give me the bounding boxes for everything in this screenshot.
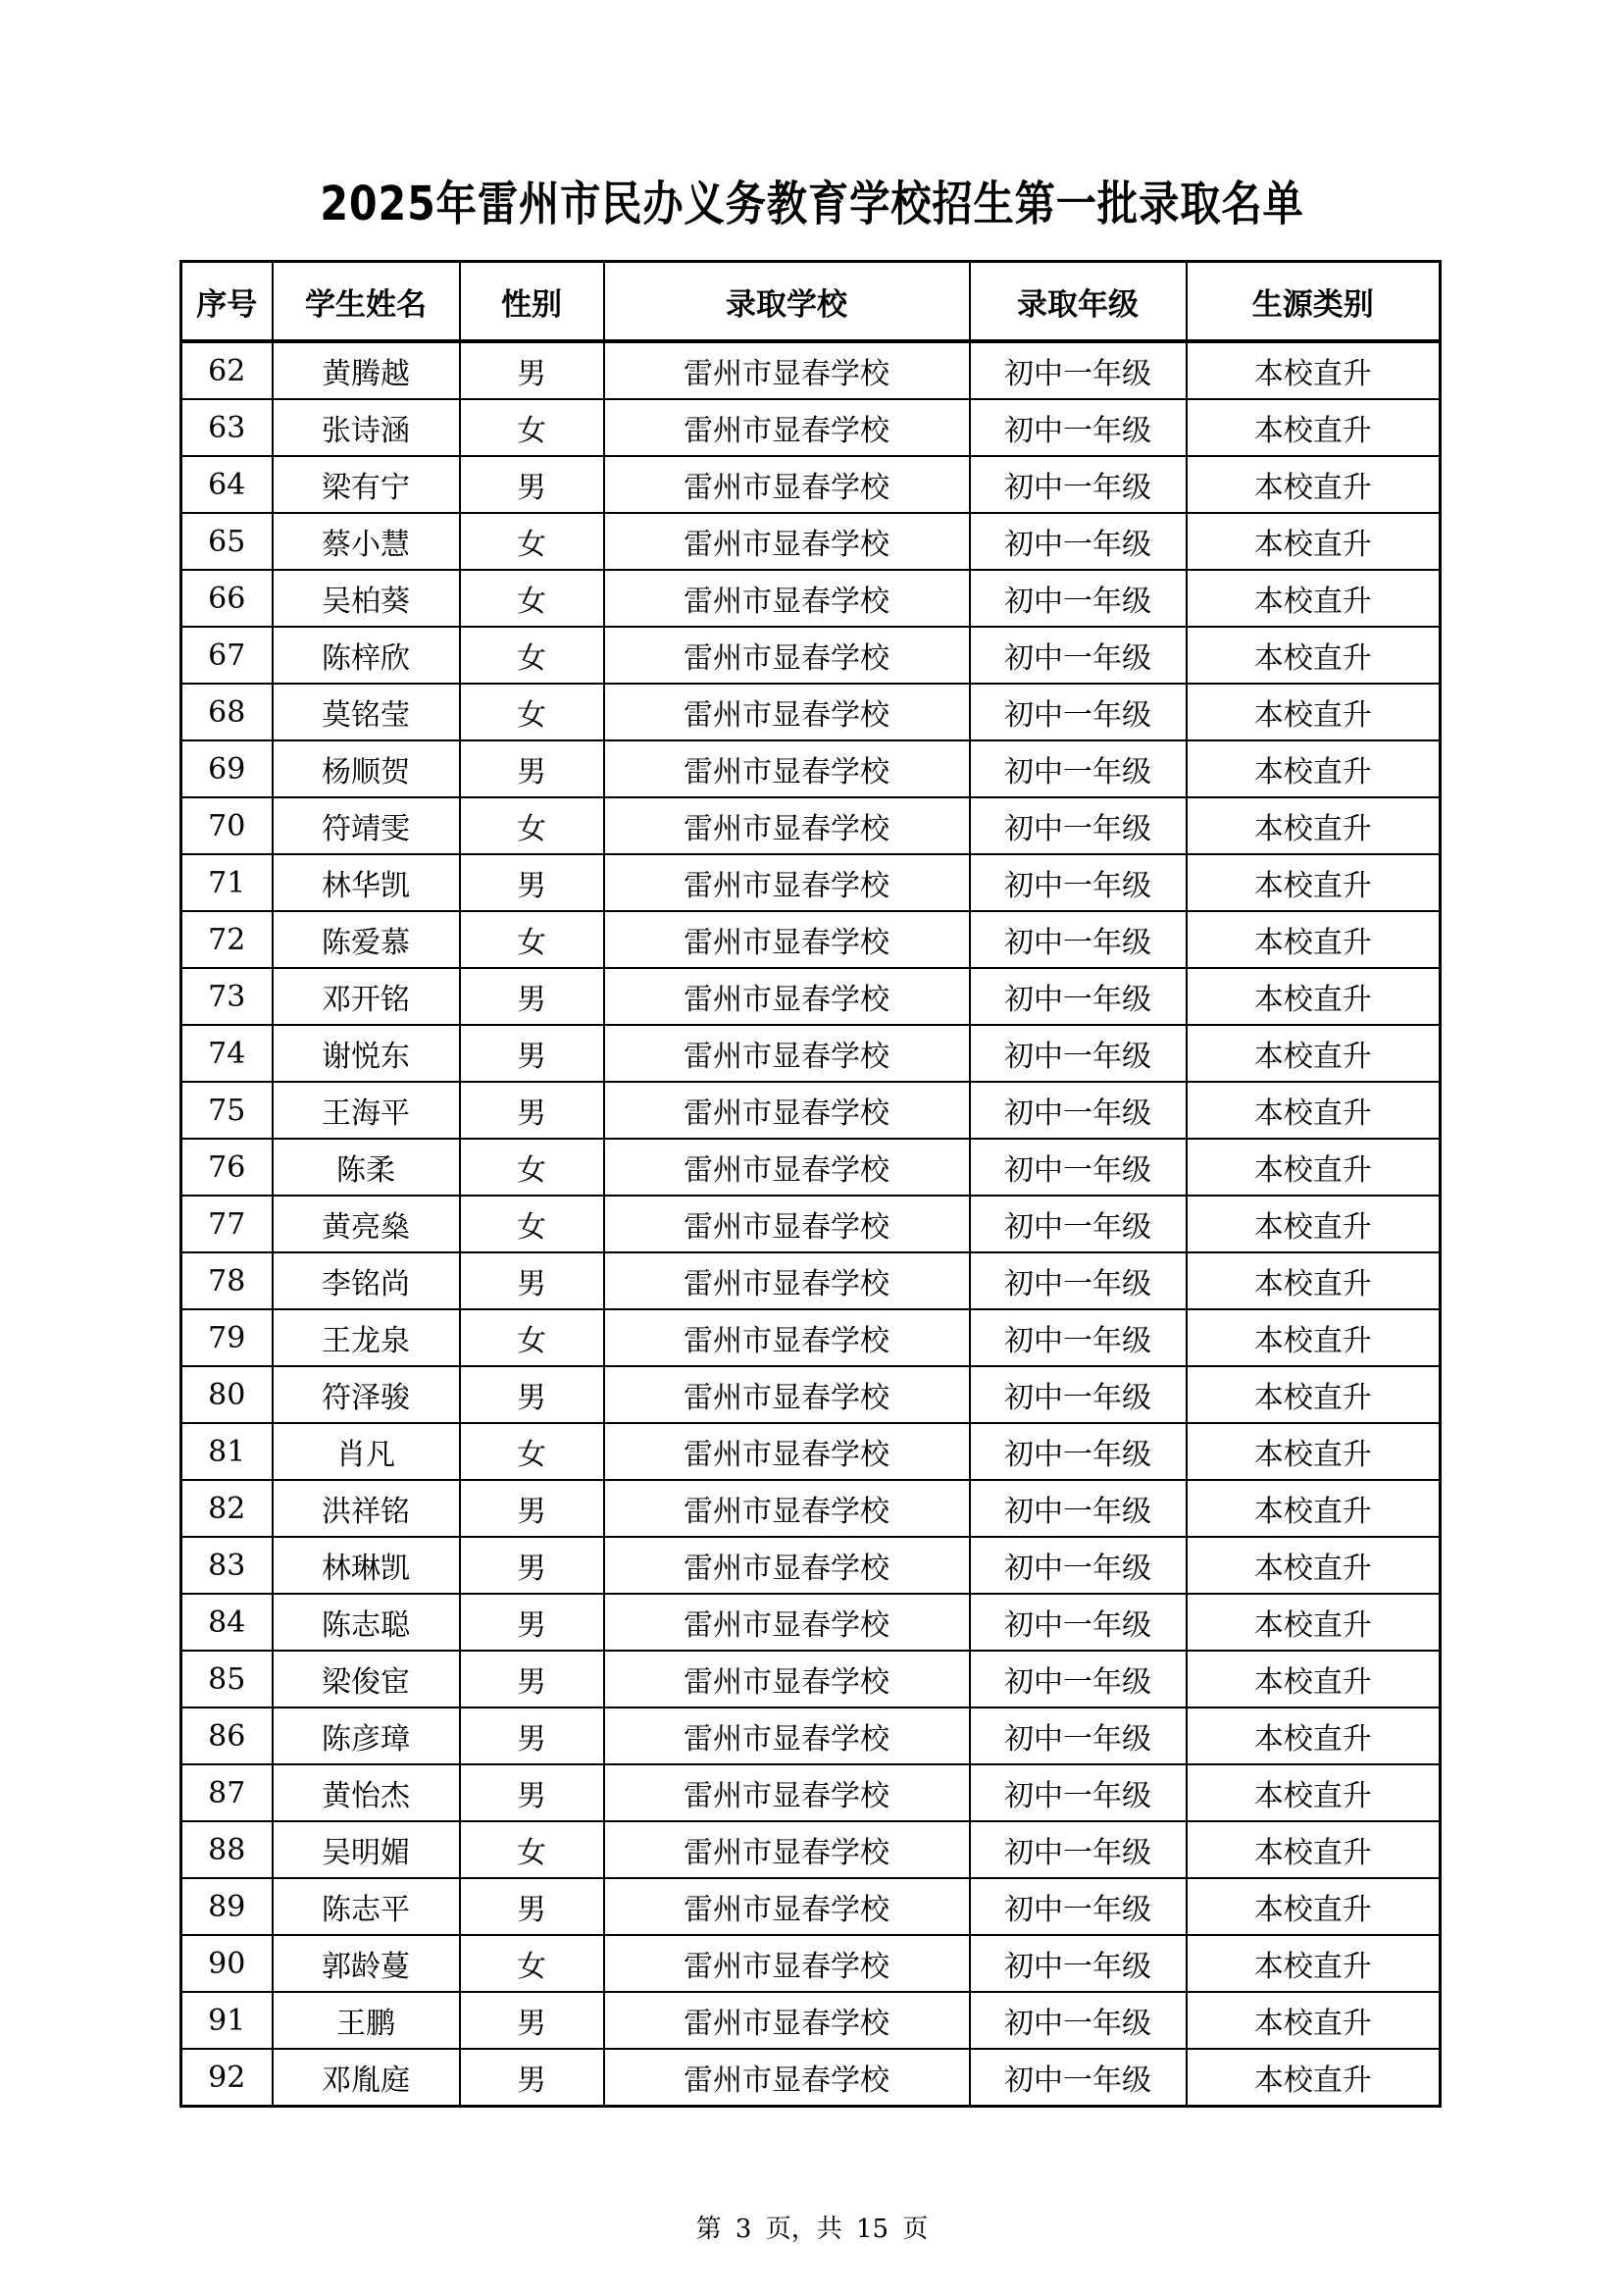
table-body xyxy=(181,341,1441,2107)
cell-source-category: 本校直升 xyxy=(1187,570,1441,627)
table-header-row xyxy=(181,262,1441,342)
cell-index: 84 xyxy=(181,1594,273,1651)
cell-gender: 女 xyxy=(460,911,604,968)
cell-gender: 女 xyxy=(460,627,604,684)
cell-index: 79 xyxy=(181,1309,273,1366)
cell-admitted-grade: 初中一年级 xyxy=(970,911,1187,968)
table-row xyxy=(181,740,1441,797)
cell-admitted-school: 雷州市显春学校 xyxy=(604,341,970,399)
cell-student-name: 陈志聪 xyxy=(273,1594,460,1651)
cell-index: 88 xyxy=(181,1821,273,1878)
cell-source-category: 本校直升 xyxy=(1187,1992,1441,2049)
cell-admitted-grade: 初中一年级 xyxy=(970,797,1187,854)
cell-admitted-grade: 初中一年级 xyxy=(970,456,1187,513)
cell-admitted-grade: 初中一年级 xyxy=(970,1196,1187,1252)
cell-student-name: 邓开铭 xyxy=(273,968,460,1025)
cell-student-name: 杨顺贺 xyxy=(273,740,460,797)
cell-source-category: 本校直升 xyxy=(1187,399,1441,456)
cell-index: 77 xyxy=(181,1196,273,1252)
cell-student-name: 王海平 xyxy=(273,1082,460,1139)
cell-source-category: 本校直升 xyxy=(1187,1423,1441,1480)
cell-gender: 女 xyxy=(460,1935,604,1992)
cell-student-name: 陈志平 xyxy=(273,1878,460,1935)
cell-index: 63 xyxy=(181,399,273,456)
cell-admitted-grade: 初中一年级 xyxy=(970,513,1187,570)
cell-index: 82 xyxy=(181,1480,273,1537)
table-row xyxy=(181,1082,1441,1139)
cell-index: 80 xyxy=(181,1366,273,1423)
cell-admitted-school: 雷州市显春学校 xyxy=(604,513,970,570)
cell-admitted-school: 雷州市显春学校 xyxy=(604,1935,970,1992)
document-title: 2025年雷州市民办义务教育学校招生第一批录取名单 xyxy=(320,177,1304,231)
cell-student-name: 吴柏葵 xyxy=(273,570,460,627)
cell-index: 64 xyxy=(181,456,273,513)
cell-source-category: 本校直升 xyxy=(1187,1764,1441,1821)
cell-index: 91 xyxy=(181,1992,273,2049)
cell-index: 62 xyxy=(181,341,273,399)
cell-admitted-school: 雷州市显春学校 xyxy=(604,684,970,740)
cell-gender: 女 xyxy=(460,399,604,456)
cell-source-category: 本校直升 xyxy=(1187,684,1441,740)
cell-source-category: 本校直升 xyxy=(1187,1480,1441,1537)
cell-admitted-grade: 初中一年级 xyxy=(970,1878,1187,1935)
cell-index: 85 xyxy=(181,1651,273,1707)
table-row xyxy=(181,2049,1441,2107)
cell-admitted-grade: 初中一年级 xyxy=(970,1764,1187,1821)
cell-index: 65 xyxy=(181,513,273,570)
cell-source-category: 本校直升 xyxy=(1187,797,1441,854)
cell-index: 76 xyxy=(181,1139,273,1196)
cell-gender: 女 xyxy=(460,1309,604,1366)
cell-gender: 男 xyxy=(460,1878,604,1935)
page-footer: 第 3 页，共 15 页 xyxy=(695,2215,929,2244)
cell-index: 73 xyxy=(181,968,273,1025)
cell-source-category: 本校直升 xyxy=(1187,1025,1441,1082)
cell-student-name: 郭龄蔓 xyxy=(273,1935,460,1992)
cell-index: 86 xyxy=(181,1707,273,1764)
cell-index: 83 xyxy=(181,1537,273,1594)
cell-student-name: 莫铭莹 xyxy=(273,684,460,740)
cell-gender: 男 xyxy=(460,2049,604,2107)
column-header-student-name: 学生姓名 xyxy=(273,262,460,342)
cell-gender: 男 xyxy=(460,1992,604,2049)
cell-source-category: 本校直升 xyxy=(1187,1594,1441,1651)
table-row xyxy=(181,1480,1441,1537)
cell-admitted-grade: 初中一年级 xyxy=(970,968,1187,1025)
cell-admitted-school: 雷州市显春学校 xyxy=(604,1309,970,1366)
cell-index: 90 xyxy=(181,1935,273,1992)
cell-admitted-school: 雷州市显春学校 xyxy=(604,968,970,1025)
cell-gender: 女 xyxy=(460,1196,604,1252)
cell-student-name: 蔡小慧 xyxy=(273,513,460,570)
table-row xyxy=(181,513,1441,570)
cell-admitted-grade: 初中一年级 xyxy=(970,1537,1187,1594)
cell-gender: 女 xyxy=(460,570,604,627)
table-row xyxy=(181,1139,1441,1196)
cell-admitted-school: 雷州市显春学校 xyxy=(604,1764,970,1821)
cell-source-category: 本校直升 xyxy=(1187,740,1441,797)
cell-student-name: 洪祥铭 xyxy=(273,1480,460,1537)
cell-source-category: 本校直升 xyxy=(1187,627,1441,684)
cell-admitted-grade: 初中一年级 xyxy=(970,1082,1187,1139)
cell-index: 81 xyxy=(181,1423,273,1480)
cell-admitted-grade: 初中一年级 xyxy=(970,854,1187,911)
table-row xyxy=(181,968,1441,1025)
cell-gender: 男 xyxy=(460,740,604,797)
cell-student-name: 陈彦璋 xyxy=(273,1707,460,1764)
table-row xyxy=(181,1821,1441,1878)
cell-admitted-school: 雷州市显春学校 xyxy=(604,1366,970,1423)
cell-student-name: 黄腾越 xyxy=(273,341,460,399)
cell-source-category: 本校直升 xyxy=(1187,2049,1441,2107)
table-row xyxy=(181,1651,1441,1707)
cell-admitted-grade: 初中一年级 xyxy=(970,341,1187,399)
cell-student-name: 梁俊宦 xyxy=(273,1651,460,1707)
table-row xyxy=(181,1196,1441,1252)
table-row xyxy=(181,627,1441,684)
table-row xyxy=(181,1025,1441,1082)
cell-admitted-grade: 初中一年级 xyxy=(970,1252,1187,1309)
cell-index: 74 xyxy=(181,1025,273,1082)
cell-admitted-school: 雷州市显春学校 xyxy=(604,1707,970,1764)
cell-student-name: 符靖雯 xyxy=(273,797,460,854)
cell-source-category: 本校直升 xyxy=(1187,1878,1441,1935)
cell-admitted-grade: 初中一年级 xyxy=(970,1309,1187,1366)
cell-source-category: 本校直升 xyxy=(1187,911,1441,968)
cell-gender: 男 xyxy=(460,1366,604,1423)
cell-source-category: 本校直升 xyxy=(1187,968,1441,1025)
table-row xyxy=(181,911,1441,968)
table-row xyxy=(181,1764,1441,1821)
cell-student-name: 李铭尚 xyxy=(273,1252,460,1309)
cell-student-name: 陈爱慕 xyxy=(273,911,460,968)
cell-gender: 男 xyxy=(460,341,604,399)
cell-admitted-school: 雷州市显春学校 xyxy=(604,1480,970,1537)
cell-student-name: 王龙泉 xyxy=(273,1309,460,1366)
cell-source-category: 本校直升 xyxy=(1187,456,1441,513)
cell-gender: 男 xyxy=(460,1480,604,1537)
cell-gender: 男 xyxy=(460,1252,604,1309)
table-row xyxy=(181,1992,1441,2049)
column-header-source-category: 生源类别 xyxy=(1187,262,1441,342)
cell-student-name: 陈梓欣 xyxy=(273,627,460,684)
cell-admitted-grade: 初中一年级 xyxy=(970,399,1187,456)
cell-gender: 男 xyxy=(460,1594,604,1651)
table-row xyxy=(181,797,1441,854)
cell-admitted-school: 雷州市显春学校 xyxy=(604,1821,970,1878)
table-row xyxy=(181,854,1441,911)
cell-gender: 男 xyxy=(460,1082,604,1139)
cell-student-name: 张诗涵 xyxy=(273,399,460,456)
cell-gender: 男 xyxy=(460,1025,604,1082)
cell-admitted-school: 雷州市显春学校 xyxy=(604,456,970,513)
cell-admitted-school: 雷州市显春学校 xyxy=(604,1594,970,1651)
cell-source-category: 本校直升 xyxy=(1187,1309,1441,1366)
cell-admitted-school: 雷州市显春学校 xyxy=(604,570,970,627)
table-row xyxy=(181,1594,1441,1651)
cell-source-category: 本校直升 xyxy=(1187,1082,1441,1139)
cell-admitted-school: 雷州市显春学校 xyxy=(604,740,970,797)
cell-admitted-school: 雷州市显春学校 xyxy=(604,1651,970,1707)
cell-student-name: 黄亮燊 xyxy=(273,1196,460,1252)
cell-index: 67 xyxy=(181,627,273,684)
cell-admitted-grade: 初中一年级 xyxy=(970,1139,1187,1196)
cell-gender: 女 xyxy=(460,1423,604,1480)
cell-gender: 女 xyxy=(460,684,604,740)
cell-student-name: 肖凡 xyxy=(273,1423,460,1480)
cell-source-category: 本校直升 xyxy=(1187,1935,1441,1992)
cell-admitted-school: 雷州市显春学校 xyxy=(604,2049,970,2107)
cell-index: 66 xyxy=(181,570,273,627)
cell-student-name: 梁有宁 xyxy=(273,456,460,513)
column-header-admitted-school: 录取学校 xyxy=(604,262,970,342)
cell-admitted-school: 雷州市显春学校 xyxy=(604,1139,970,1196)
table-row xyxy=(181,1537,1441,1594)
cell-admitted-grade: 初中一年级 xyxy=(970,1707,1187,1764)
cell-index: 72 xyxy=(181,911,273,968)
column-header-admitted-grade: 录取年级 xyxy=(970,262,1187,342)
cell-gender: 男 xyxy=(460,1651,604,1707)
cell-admitted-grade: 初中一年级 xyxy=(970,570,1187,627)
cell-source-category: 本校直升 xyxy=(1187,1196,1441,1252)
cell-student-name: 王鹏 xyxy=(273,1992,460,2049)
cell-source-category: 本校直升 xyxy=(1187,1366,1441,1423)
cell-admitted-grade: 初中一年级 xyxy=(970,1821,1187,1878)
cell-index: 75 xyxy=(181,1082,273,1139)
cell-admitted-grade: 初中一年级 xyxy=(970,1594,1187,1651)
cell-admitted-grade: 初中一年级 xyxy=(970,1992,1187,2049)
table-row xyxy=(181,1366,1441,1423)
cell-student-name: 吴明媚 xyxy=(273,1821,460,1878)
cell-gender: 女 xyxy=(460,1139,604,1196)
cell-student-name: 邓胤庭 xyxy=(273,2049,460,2107)
cell-student-name: 谢悦东 xyxy=(273,1025,460,1082)
column-header-index: 序号 xyxy=(181,262,273,342)
cell-source-category: 本校直升 xyxy=(1187,1707,1441,1764)
cell-student-name: 陈柔 xyxy=(273,1139,460,1196)
cell-admitted-grade: 初中一年级 xyxy=(970,740,1187,797)
table-row xyxy=(181,399,1441,456)
table-row xyxy=(181,1935,1441,1992)
cell-gender: 女 xyxy=(460,1821,604,1878)
cell-admitted-school: 雷州市显春学校 xyxy=(604,1082,970,1139)
column-header-gender: 性别 xyxy=(460,262,604,342)
table-row xyxy=(181,456,1441,513)
cell-admitted-school: 雷州市显春学校 xyxy=(604,1025,970,1082)
cell-gender: 男 xyxy=(460,854,604,911)
cell-index: 89 xyxy=(181,1878,273,1935)
cell-admitted-grade: 初中一年级 xyxy=(970,1025,1187,1082)
cell-admitted-grade: 初中一年级 xyxy=(970,2049,1187,2107)
cell-gender: 女 xyxy=(460,797,604,854)
cell-admitted-grade: 初中一年级 xyxy=(970,684,1187,740)
cell-admitted-school: 雷州市显春学校 xyxy=(604,1196,970,1252)
cell-index: 92 xyxy=(181,2049,273,2107)
table-row xyxy=(181,1309,1441,1366)
table-row xyxy=(181,1252,1441,1309)
table-row xyxy=(181,570,1441,627)
cell-index: 68 xyxy=(181,684,273,740)
cell-admitted-school: 雷州市显春学校 xyxy=(604,399,970,456)
cell-admitted-grade: 初中一年级 xyxy=(970,1480,1187,1537)
cell-index: 70 xyxy=(181,797,273,854)
cell-admitted-grade: 初中一年级 xyxy=(970,1423,1187,1480)
cell-admitted-school: 雷州市显春学校 xyxy=(604,1878,970,1935)
cell-source-category: 本校直升 xyxy=(1187,1252,1441,1309)
cell-source-category: 本校直升 xyxy=(1187,854,1441,911)
cell-gender: 男 xyxy=(460,1707,604,1764)
cell-admitted-grade: 初中一年级 xyxy=(970,1935,1187,1992)
table-row xyxy=(181,1878,1441,1935)
cell-index: 87 xyxy=(181,1764,273,1821)
cell-source-category: 本校直升 xyxy=(1187,1139,1441,1196)
cell-gender: 男 xyxy=(460,1764,604,1821)
cell-source-category: 本校直升 xyxy=(1187,341,1441,399)
cell-index: 78 xyxy=(181,1252,273,1309)
cell-admitted-grade: 初中一年级 xyxy=(970,1366,1187,1423)
cell-admitted-school: 雷州市显春学校 xyxy=(604,1252,970,1309)
cell-admitted-grade: 初中一年级 xyxy=(970,627,1187,684)
cell-admitted-school: 雷州市显春学校 xyxy=(604,627,970,684)
table-row xyxy=(181,341,1441,399)
cell-gender: 男 xyxy=(460,456,604,513)
cell-source-category: 本校直升 xyxy=(1187,1821,1441,1878)
cell-source-category: 本校直升 xyxy=(1187,1537,1441,1594)
cell-admitted-school: 雷州市显春学校 xyxy=(604,1992,970,2049)
cell-gender: 女 xyxy=(460,513,604,570)
cell-student-name: 黄怡杰 xyxy=(273,1764,460,1821)
cell-source-category: 本校直升 xyxy=(1187,1651,1441,1707)
cell-admitted-grade: 初中一年级 xyxy=(970,1651,1187,1707)
cell-admitted-school: 雷州市显春学校 xyxy=(604,1423,970,1480)
table-row xyxy=(181,1423,1441,1480)
cell-index: 71 xyxy=(181,854,273,911)
cell-student-name: 林华凯 xyxy=(273,854,460,911)
cell-gender: 男 xyxy=(460,1537,604,1594)
cell-student-name: 林琳凯 xyxy=(273,1537,460,1594)
cell-admitted-school: 雷州市显春学校 xyxy=(604,854,970,911)
cell-gender: 男 xyxy=(460,968,604,1025)
table-row xyxy=(181,684,1441,740)
cell-admitted-school: 雷州市显春学校 xyxy=(604,1537,970,1594)
admission-roster-table xyxy=(179,260,1442,2108)
cell-index: 69 xyxy=(181,740,273,797)
cell-admitted-school: 雷州市显春学校 xyxy=(604,911,970,968)
cell-student-name: 符泽骏 xyxy=(273,1366,460,1423)
table-row xyxy=(181,1707,1441,1764)
cell-admitted-school: 雷州市显春学校 xyxy=(604,797,970,854)
cell-source-category: 本校直升 xyxy=(1187,513,1441,570)
